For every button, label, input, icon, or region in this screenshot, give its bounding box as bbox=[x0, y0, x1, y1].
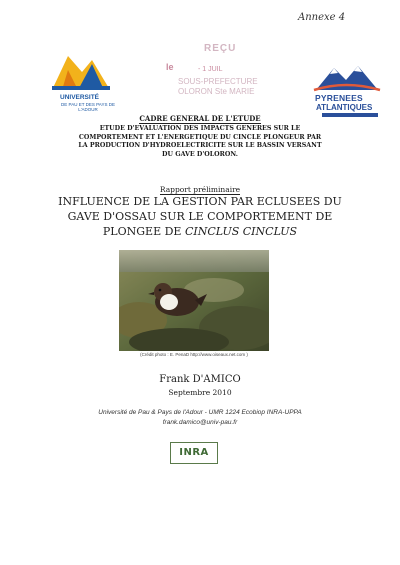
photo-credit: (Crédit photo : E. PenaD http://www.oiseaux.net.com ) bbox=[140, 352, 248, 357]
report-label: Rapport préliminaire bbox=[159, 185, 241, 194]
department-name-1: PYRENEES bbox=[315, 93, 363, 103]
study-line: ETUDE D'EVALUATION DES IMPACTS GENERES SUR LE bbox=[99, 125, 301, 132]
bird-photo-image bbox=[119, 250, 269, 351]
study-line: COMPORTEMENT ET L'ENERGETIQUE DU CINCLE PLONGEUR PAR bbox=[78, 133, 322, 141]
stamp-date: - 1 JUIL bbox=[198, 66, 223, 73]
author-email: frank.damico@univ-pau.fr bbox=[162, 419, 238, 426]
inra-logo: INRA bbox=[170, 442, 218, 464]
affiliation: Université de Pau & Pays de l'Adour - UMR 1224 Ecobiop INRA-UPPA bbox=[98, 409, 302, 416]
department-logo bbox=[306, 62, 388, 122]
university-subtitle: DE PAU ET DES PAYS DE L'ADOUR bbox=[61, 102, 115, 112]
university-logo bbox=[48, 50, 114, 120]
report-title bbox=[30, 194, 370, 239]
stamp-town: OLORON Ste MARIE bbox=[178, 87, 255, 96]
department-name-2: ATLANTIQUES bbox=[316, 103, 373, 112]
cadre-heading: CADRE GENERAL DE L'ETUDE bbox=[139, 114, 261, 123]
title-line: INFLUENCE DE LA GESTION PAR ECLUSEES DU bbox=[58, 195, 342, 208]
author-name: Frank D'AMICO bbox=[159, 374, 241, 385]
university-name: UNIVERSITÉ bbox=[60, 94, 100, 101]
stamp-le: le bbox=[166, 62, 174, 72]
report-date: Septembre 2010 bbox=[168, 388, 232, 397]
stamp-received: REÇU bbox=[204, 43, 237, 54]
title-line bbox=[30, 224, 370, 239]
handwritten-annotation: Annexe 4 bbox=[298, 12, 346, 23]
mountains-icon bbox=[306, 62, 388, 92]
stamp-office: SOUS-PREFECTURE bbox=[178, 77, 258, 86]
title-prefix: PLONGEE DE bbox=[102, 225, 182, 238]
species-name: CINCLUS CINCLUS bbox=[184, 225, 298, 238]
title-line: GAVE D'OSSAU SUR LE COMPORTEMENT DE bbox=[67, 210, 333, 223]
study-description bbox=[70, 125, 330, 159]
reception-stamp bbox=[160, 40, 280, 110]
study-line: DU GAVE D'OLORON. bbox=[162, 150, 238, 158]
study-line: LA PRODUCTION D'HYDROELECTRICITE SUR LE BASSIN VERSANT bbox=[78, 142, 322, 150]
mountain-logo-icon bbox=[48, 50, 114, 94]
dipper-photo bbox=[119, 250, 269, 351]
